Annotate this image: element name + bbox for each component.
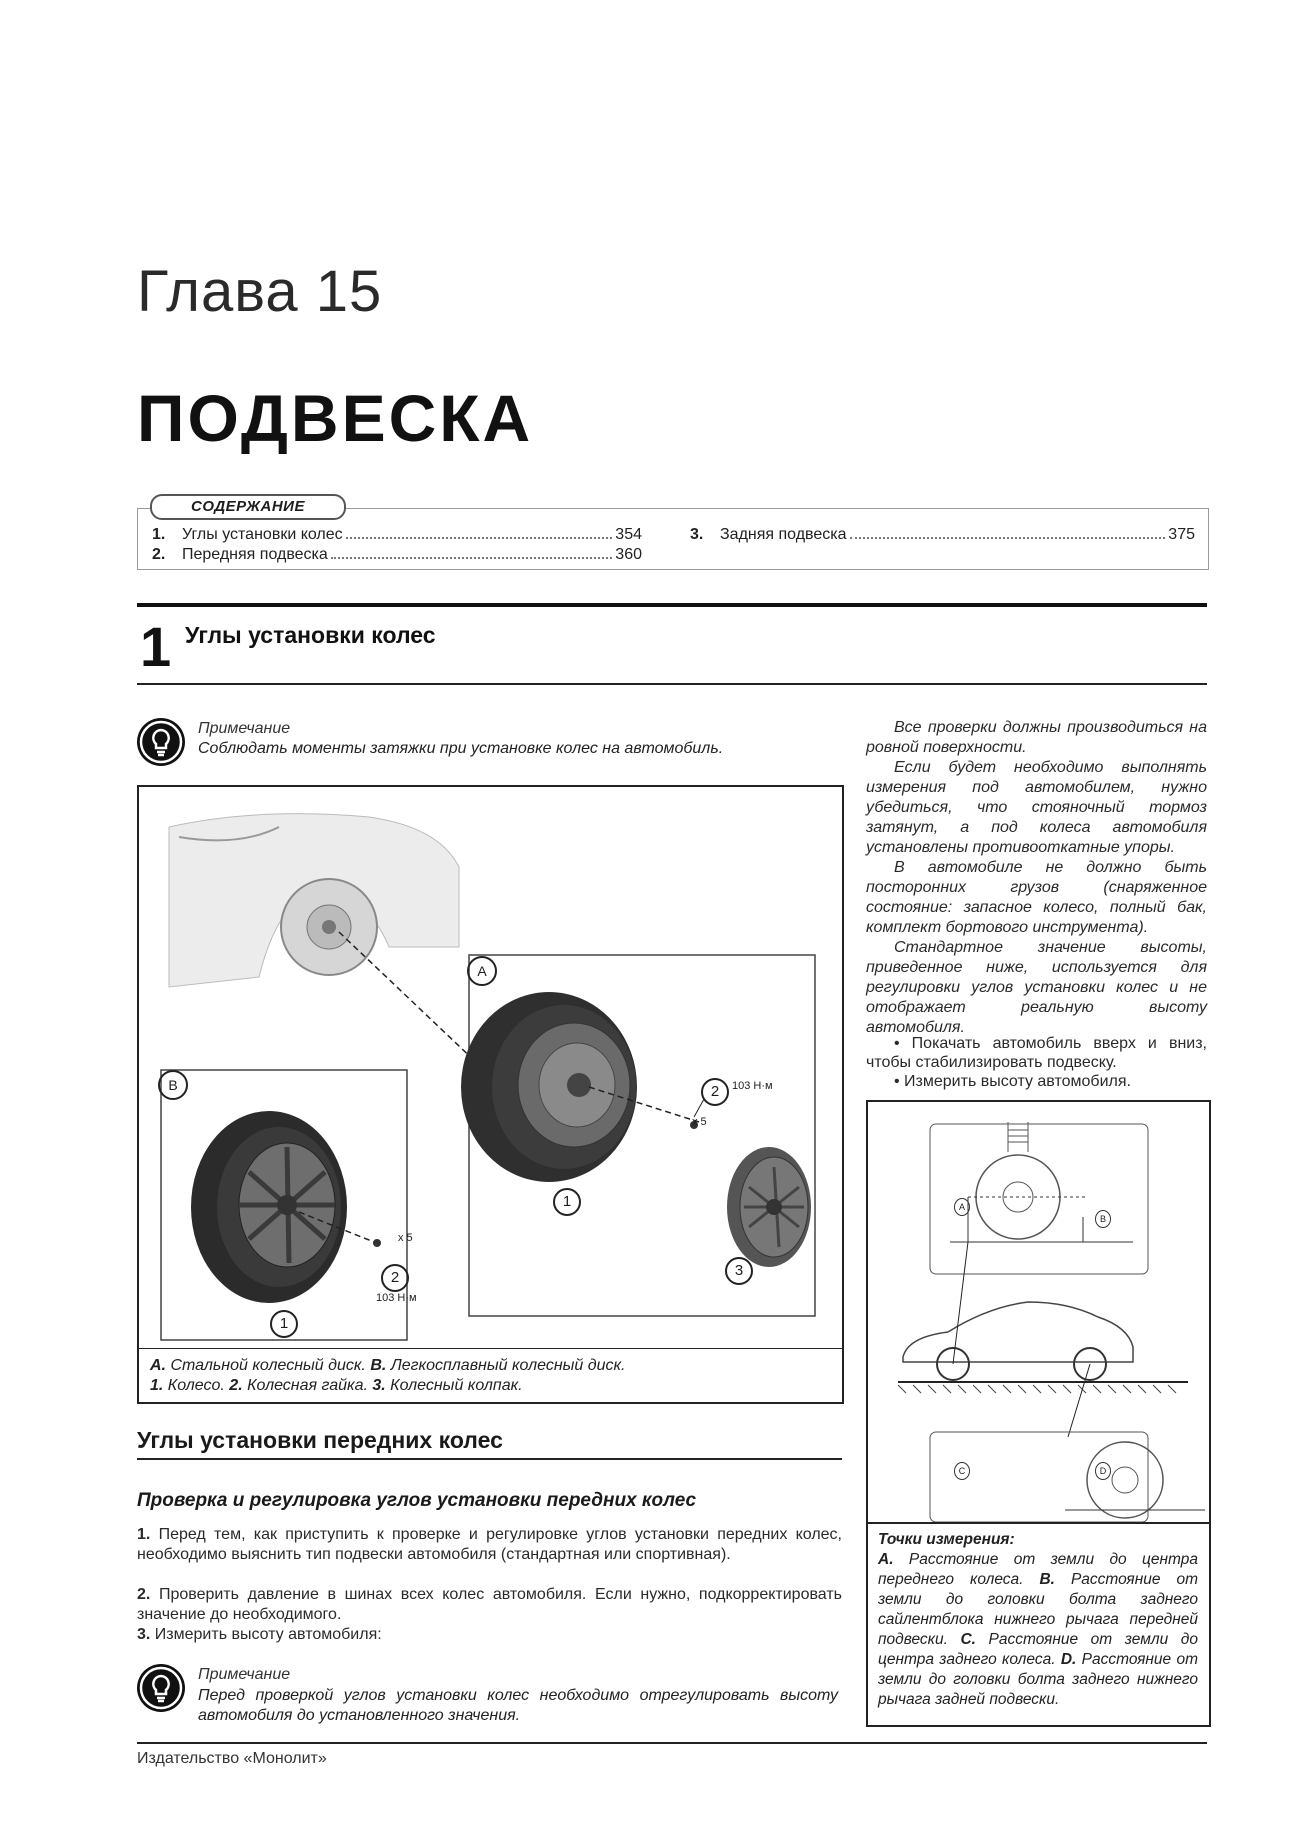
- section-number: 1: [140, 615, 172, 678]
- section-title: Углы установки колес: [185, 622, 436, 648]
- nut-count: x 5: [398, 1232, 413, 1244]
- paragraph: Если будет необходимо выполнять измерения под автомобилем, нужно убедиться, что стояночный тормоз затянут, а под колеса автомобиля установлены противооткатные упоры.: [866, 759, 1207, 856]
- step-1: 1. Перед тем, как приступить к проверке и регулировке углов установки передних колес, необходимо выяснить тип подвески автомобиля (стандартная или спортивная).: [137, 1526, 842, 1563]
- toc-item-page: 360: [615, 546, 642, 563]
- bullet-list: [866, 1034, 1207, 1091]
- chapter-heading: Глава 15: [137, 259, 383, 324]
- bullet-item: • Измерить высоту автомобиля.: [894, 1073, 1131, 1090]
- toc-item-number: 2.: [152, 546, 166, 563]
- torque-value: 103 Н·м: [732, 1080, 773, 1092]
- callout-1: 1: [270, 1310, 298, 1338]
- paragraph: Стандартное значение высоты, приведенное ниже, используется для регулировки углов установки колес и не отображает реальную высоту автомобиля.: [866, 939, 1207, 1036]
- right-figure-divider: [866, 1522, 1209, 1524]
- toc-dot-leader: [850, 537, 1166, 539]
- toc-item[interactable]: [152, 526, 642, 544]
- point-b-marker: B: [1095, 1210, 1111, 1228]
- toc-dot-leader: [346, 537, 613, 539]
- toc-item-text: Задняя подвеска: [720, 526, 847, 543]
- bullet-item: • Покачать автомобиль вверх и вниз, чтобы стабилизировать подвеску.: [866, 1035, 1207, 1071]
- caption-divider: [137, 1348, 842, 1349]
- label-a-marker: A: [467, 956, 497, 986]
- figure-caption-line-1: A. Стальной колесный диск. B. Легкосплавный колесный диск.: [150, 1357, 626, 1374]
- figure-caption-line-2: 1. Колесо. 2. Колесная гайка. 3. Колесный колпак.: [150, 1377, 523, 1394]
- toc-item-page: 375: [1168, 526, 1195, 543]
- label-b-marker: B: [158, 1070, 188, 1100]
- measurement-points: Точки измерения: A. Расстояние от земли до центра переднего колеса. B. Расстояние от земли до головки болта заднего сайлентблока нижнего рычага передней подвески. C. Расстояние от земли до центра заднего колеса. D. Расстояние от земли до головки болта заднего нижнего рычага задней подвески.: [878, 1531, 1198, 1708]
- toc-item-text: Передняя подвеска: [182, 546, 328, 563]
- note-text: Соблюдать моменты затяжки при установке колес на автомобиль.: [198, 740, 724, 757]
- note-bulb-icon: [137, 718, 185, 766]
- callout-2: 2: [701, 1078, 729, 1106]
- note-heading: Примечание: [198, 720, 291, 737]
- point-c-marker: C: [954, 1462, 970, 1480]
- procedure-heading: Проверка и регулировка углов установки передних колес: [137, 1490, 697, 1511]
- right-figure-bottom-detail: [1065, 1435, 1215, 1530]
- wheel-figure: [137, 785, 844, 1404]
- toc-item-number: 1.: [152, 526, 166, 543]
- subsection-heading: Углы установки передних колес: [137, 1427, 503, 1453]
- toc-item-number: 3.: [690, 526, 704, 543]
- toc-label: СОДЕРЖАНИЕ: [150, 494, 346, 520]
- step-2: 2. Проверить давление в шинах всех колес автомобиля. Если нужно, подкорректировать значение до необходимого.: [137, 1586, 842, 1623]
- note-text: Перед проверкой углов установки колес необходимо отрегулировать высоту автомобиля до установленного значения.: [198, 1687, 838, 1724]
- torque-value: 103 Н·м: [376, 1292, 417, 1304]
- right-column-text: [866, 718, 1207, 1038]
- toc-item-text: Углы установки колес: [182, 526, 343, 543]
- callout-2: 2: [381, 1264, 409, 1292]
- point-d-marker: D: [1095, 1462, 1111, 1480]
- toc-item[interactable]: [690, 526, 1195, 544]
- publisher-footer: Издательство «Монолит»: [137, 1750, 327, 1767]
- callout-3: 3: [725, 1257, 753, 1285]
- nut-count: x 5: [692, 1116, 707, 1128]
- paragraph: В автомобиле не должно быть посторонних грузов (снаряженное состояние: запасное колесо, полный бак, комплект бортового инструмента).: [866, 859, 1207, 936]
- point-a-marker: A: [954, 1198, 970, 1216]
- note-bulb-icon: [137, 1664, 185, 1712]
- toc-item-page: 354: [615, 526, 642, 543]
- points-heading: Точки измерения:: [878, 1531, 1015, 1548]
- toc-item[interactable]: [152, 546, 642, 564]
- section-top-rule: [137, 603, 1207, 607]
- toc-dot-leader: [331, 557, 612, 559]
- footer-rule: [137, 1742, 1207, 1744]
- note-heading: Примечание: [198, 1666, 291, 1683]
- section-bottom-rule: [137, 683, 1207, 685]
- paragraph: Все проверки должны производиться на ровной поверхности.: [866, 719, 1207, 756]
- subsection-rule: [137, 1458, 842, 1460]
- callout-1: 1: [553, 1188, 581, 1216]
- page-title: ПОДВЕСКА: [137, 381, 534, 455]
- step-3: 3. Измерить высоту автомобиля:: [137, 1626, 382, 1643]
